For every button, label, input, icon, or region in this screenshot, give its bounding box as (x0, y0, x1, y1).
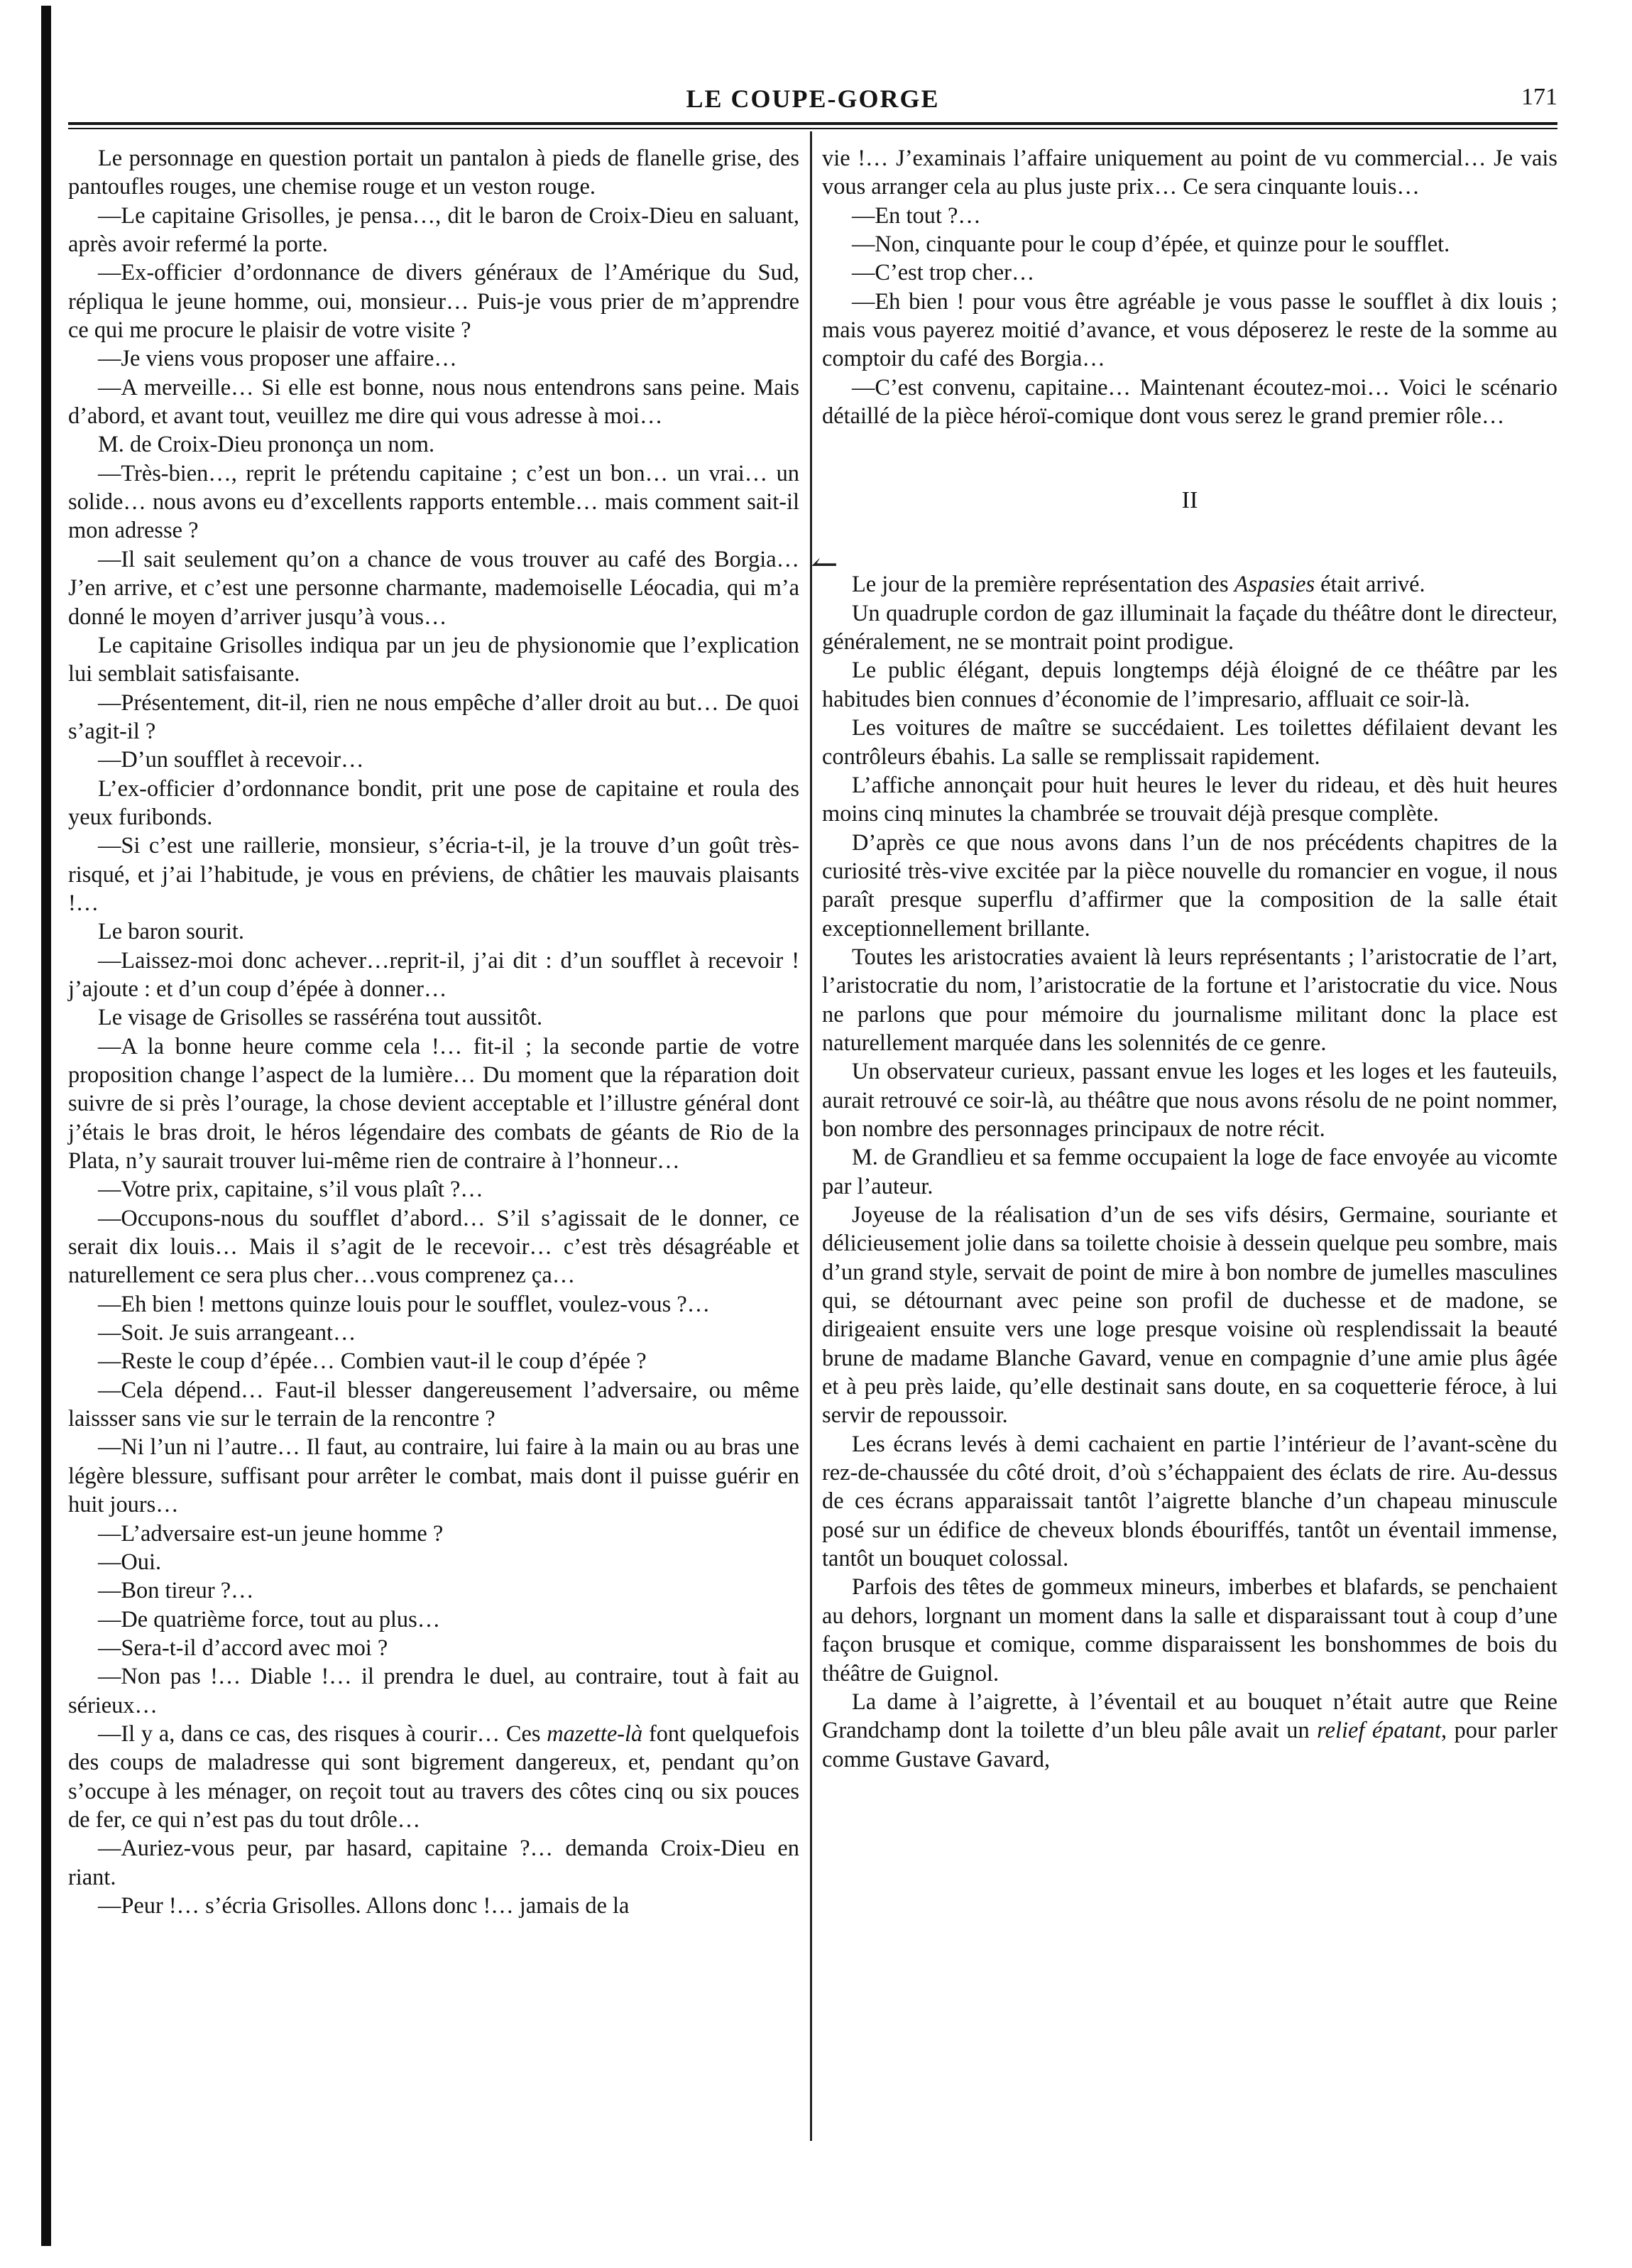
paragraph: Le jour de la première représentation des Aspasies était arrivé. (852, 572, 1425, 598)
paragraph: Le visage de Grisolles se rasséréna tout aussitôt. (98, 1005, 543, 1031)
paragraph: —L’adversaire est-un jeune homme ? (98, 1520, 444, 1547)
paragraph: —Si c’est une raillerie, monsieur, s’écria-t-il, je la trouve d’un goût très-risqué, et j’ai l’habitude, je vous en préviens, de châtier les mauvais plaisants !… (68, 833, 799, 916)
paragraph: Le personnage en question portait un pantalon à pieds de flanelle grise, des pantoufles rouges, une chemise rouge et un veston rouge. (68, 146, 799, 200)
paragraph: M. de Grandlieu et sa femme occupaient la loge de face envoyée au vicomte par l’auteur. (822, 1145, 1557, 1199)
paragraph: —Je viens vous proposer une affaire… (98, 346, 457, 372)
paragraph: —Cela dépend… Faut-il blesser dangereusement l’adversaire, ou même laissser sans vie sur le terrain de la rencontre ? (68, 1377, 799, 1432)
paragraph: M. de Croix-Dieu prononça un nom. (98, 432, 435, 458)
italic-emphasis: relief épatant (1317, 1718, 1441, 1744)
paragraph: Toutes les aristocraties avaient là leurs représentants ; l’aristocratie de l’art, l’aristocratie du nom, l’aristocratie de la fortune et l’aristocratie du vice. Nous ne parlons que pour mémoire du journalisme militant donc la place est naturellement marquée dans les solennités de ce genre. (822, 944, 1557, 1056)
paragraph: —Eh bien ! mettons quinze louis pour le soufflet, voulez-vous ?… (98, 1291, 711, 1317)
paragraph: —Eh bien ! pour vous être agréable je vous passe le soufflet à dix louis ; mais vous payerez moitié d’avance, et vous déposerez le reste de la somme au comptoir du café des Borgia… (822, 288, 1557, 372)
page-number: 171 (1521, 84, 1557, 110)
running-title: LE COUPE-GORGE (686, 84, 940, 113)
paragraph: Le capitaine Grisolles indiqua par un jeu de physionomie que l’explication lui semblait satisfaisante. (68, 632, 799, 687)
paragraph: —Présentement, dit-il, rien ne nous empêche d’aller droit au but… De quoi s’agit-il ? (68, 689, 799, 744)
paragraph: —C’est trop cher… (852, 260, 1035, 286)
paragraph: —Non, cinquante pour le coup d’épée, et quinze pour le soufflet. (852, 231, 1450, 258)
paragraph: —Bon tireur ?… (98, 1578, 254, 1604)
page-binding-edge (41, 6, 51, 2246)
paragraph: —Il y a, dans ce cas, des risques à courir… Ces mazette-là font quelquefois des coups de maladresse qui sont bigrement dangereux, et, pendant qu’on s’occupe à les ménager, on reçoit tout au travers des côtes cinq ou six pouces de fer, ce qui n’est pas du tout drôle… (68, 1721, 799, 1833)
paragraph: —A merveille… Si elle est bonne, nous nous entendrons sans peine. Mais d’abord, et avant tout, veuillez me dire qui vous adresse à moi… (68, 374, 799, 430)
paragraph: —Soit. Je suis arrangeant… (98, 1320, 356, 1346)
paragraph: Le baron sourit. (98, 919, 244, 945)
paragraph: Les écrans levés à demi cachaient en partie l’intérieur de l’avant-scène du rez-de-chaussée du côté droit, d’où s’échappaient des éclats de rire. Au-dessus de ces écrans apparaissait tantôt l’aigrette blanche d’un chapeau minuscule posé sur un édifice de cheveux blonds ébouriffés, tantôt un éventail immense, tantôt un bouquet colossal. (822, 1431, 1557, 1572)
paragraph: —Très-bien…, reprit le prétendu capitaine ; c’est un bon… un vrai… un solide… nous avons eu d’excellents rapports entemble… mais comment sait-il mon adresse ? (68, 460, 799, 544)
paragraph: —Auriez-vous peur, par hasard, capitaine ?… demanda Croix-Dieu en riant. (68, 1836, 799, 1890)
paragraph: —Ni l’un ni l’autre… Il faut, au contraire, lui faire à la main ou au bras une légère blessure, suffisant pour arrêter le combat, mais dont il puisse guérir en huit jours… (68, 1434, 799, 1518)
paragraph: D’après ce que nous avons dans l’un de nos précédents chapitres de la curiosité très-vive excitée par la pièce nouvelle du romancier en vogue, il nous paraît presque superflu d’affirmer que la composition de la salle était exceptionnellement brillante. (822, 829, 1557, 942)
paragraph: —Le capitaine Grisolles, je pensa…, dit le baron de Croix-Dieu en saluant, après avoir refermé la porte. (68, 202, 799, 258)
italic-emphasis: Aspasies (1234, 572, 1315, 598)
right-column (822, 144, 1557, 1774)
paragraph: L’affiche annonçait pour huit heures le lever du rideau, et dès huit heures moins cinq minutes la chambrée se trouvait déjà presque complète. (822, 772, 1557, 827)
running-header (68, 84, 1557, 122)
paragraph: Parfois des têtes de gommeux mineurs, imberbes et blafards, se penchaient au dehors, lorgnant un moment dans la salle et disparaissant tout à coup d’une façon brusque et comique, comme disparaissent les bonshommes de bois du théâtre de Guignol. (822, 1574, 1557, 1686)
paragraph: —Ex-officier d’ordonnance de divers généraux de l’Amérique du Sud, répliqua le jeune homme, oui, monsieur… Puis-je vous prier de m’apprendre ce qui me procure le plaisir de votre visite ? (68, 260, 799, 344)
paragraph: —Sera-t-il d’accord avec moi ? (98, 1635, 388, 1661)
paragraph: —Peur !… s’écria Grisolles. Allons donc !… jamais de la (98, 1892, 630, 1919)
header-rule-thin (68, 128, 1557, 129)
paragraph: —Non pas !… Diable !… il prendra le duel, au contraire, tout à fait au sérieux… (68, 1664, 799, 1718)
column-separator (810, 131, 812, 2141)
paragraph: —C’est convenu, capitaine… Maintenant écoutez-moi… Voici le scénario détaillé de la pièce héroï-comique dont vous serez le grand premier rôle… (822, 374, 1557, 430)
paragraph: —Votre prix, capitaine, s’il vous plaît ?… (98, 1177, 483, 1203)
margin-annotation: ↼ (811, 546, 838, 582)
paragraph: Un quadruple cordon de gaz illuminait la façade du théâtre dont le directeur, généralement, ne se montrait point prodigue. (822, 600, 1557, 655)
paragraph: —A la bonne heure comme cela !… fit-il ; la seconde partie de votre proposition change l’aspect de la lumière… Du moment que la réparation doit suivre de si près l’ourage, la chose devient acceptable et l’illustre général dont j’étais le bras droit, le héros légendaire des combats de géants de Rio de la Plata, n’y saurait trouver lui-même rien de contraire à l’honneur… (68, 1033, 799, 1174)
paragraph: —Oui. (98, 1549, 162, 1575)
paragraph: Un observateur curieux, passant envue les loges et les loges et les fauteuils, aurait retrouvé ce soir-là, au théâtre que nous avons résolu de ne point nommer, bon nombre des personnages principaux de notre récit. (822, 1059, 1557, 1142)
paragraph: —En tout ?… (852, 202, 981, 229)
paragraph: vie !… J’examinais l’affaire uniquement au point de vu commercial… Je vais vous arranger cela au plus juste prix… Ce sera cinquante louis… (822, 146, 1557, 200)
left-column (68, 144, 799, 1920)
italic-emphasis: mazette-là (547, 1721, 643, 1747)
paragraph: L’ex-officier d’ordonnance bondit, prit une pose de capitaine et roula des yeux furibonds. (68, 775, 799, 830)
paragraph: —Occupons-nous du soufflet d’abord… S’il s’agissait de le donner, ce serait dix louis… Mais il s’agit de le recevoir… c’est très désagréable et naturellement ce sera plus cher…vous comprenez ça… (68, 1205, 799, 1289)
paragraph: —Laissez-moi donc achever…reprit-il, j’ai dit : d’un soufflet à recevoir ! j’ajoute : et d’un coup d’épée à donner… (68, 947, 799, 1002)
paragraph: Les voitures de maître se succédaient. Les toilettes défilaient devant les contrôleurs ébahis. La salle se remplissait rapidement. (822, 715, 1557, 770)
paragraph: La dame à l’aigrette, à l’éventail et au bouquet n’était autre que Reine Grandchamp dont la toilette d’un bleu pâle avait un relief épatant, pour parler comme Gustave Gavard, (822, 1689, 1558, 1772)
paragraph: —Reste le coup d’épée… Combien vaut-il le coup d’épée ? (98, 1348, 647, 1375)
paragraph: Le public élégant, depuis longtemps déjà éloigné de ce théâtre par les habitudes bien connues d’économie de l’impresario, affluait ce soir-là. (822, 658, 1557, 712)
paragraph: Joyeuse de la réalisation d’un de ses vifs désirs, Germaine, souriante et délicieusement jolie dans sa toilette choisie à dessein quelque peu sombre, mais d’un grand style, servait de point de mire à bon nombre de jumelles masculines qui, se détournant avec peine son profil de duchesse et de madone, se dirigeaient ensuite vers une loge presque voisine où resplendissait la beauté brune de madame Blanche Gavard, venue en compagnie d’une amie plus âgée et à peu près laide, qu’elle destinait sans doute, en sa coquetterie féroce, à lui servir de repoussoir. (822, 1202, 1557, 1429)
section-heading: II (1181, 487, 1198, 514)
paragraph: —D’un soufflet à recevoir… (98, 747, 364, 773)
paragraph: —De quatrième force, tout au plus… (98, 1606, 441, 1632)
header-rule (68, 122, 1557, 125)
paragraph: —Il sait seulement qu’on a chance de vous trouver au café des Borgia… J’en arrive, et c’est une personne charmante, mademoiselle Léocadia, qui m’a donné le moyen d’arriver jusqu’à vous… (68, 546, 799, 630)
